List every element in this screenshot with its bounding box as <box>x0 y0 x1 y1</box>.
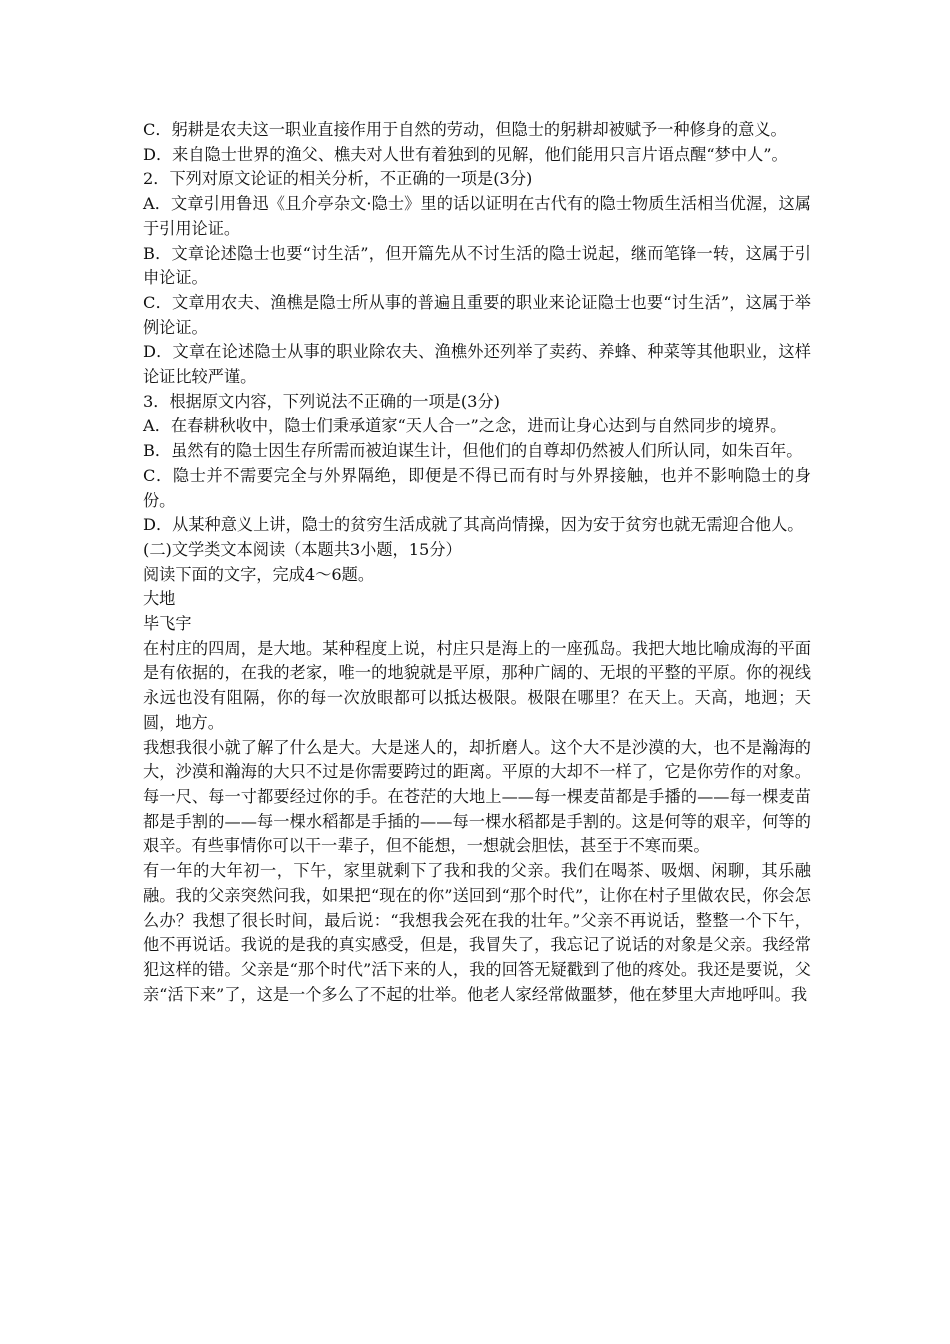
option-3a: A．在春耕秋收中，隐士们秉承道家“天人合一”之念，进而让身心达到与自然同步的境界。 <box>143 416 787 436</box>
passage-title: 大地 <box>143 589 176 609</box>
option-1d: D．来自隐士世界的渔父、樵夫对人世有着独到的见解，他们能用只言片语点醒“梦中人”。 <box>143 144 788 164</box>
option-3b: B．虽然有的隐士因生存所需而被迫谋生计，但他们的自尊却仍然被人们所认同，如朱百年。 <box>143 441 803 461</box>
option-3c: C．隐士并不需要完全与外界隔绝，即便是不得已而有时与外界接触，也并不影响隐士的身份。 <box>143 465 811 510</box>
option-3d: D．从某种意义上讲，隐士的贫穷生活成就了其高尚情操，因为安于贫穷也就无需迎合他人。 <box>143 515 804 535</box>
option-2c: C．文章用农夫、渔樵是隐士所从事的普遍且重要的职业来论证隐士也要“讨生活”，这属于举例论证。 <box>143 292 811 337</box>
question-2-stem: 2．下列对原文论证的相关分析，不正确的一项是(3分) <box>143 169 533 189</box>
passage-author: 毕飞宇 <box>143 614 192 634</box>
passage-paragraph-1: 在村庄的四周，是大地。某种程度上说，村庄只是海上的一座孤岛。我把大地比喻成海的平面是有依据的，在我的老家，唯一的地貌就是平原，那种广阔的、无垠的平整的平原。你的视线永远也没有阻隔，你的每一次放眼都可以抵达极限。极限在哪里？在天上。天高，地迥；天圆，地方。 <box>143 638 811 732</box>
option-2b: B．文章论述隐士也要“讨生活”，但开篇先从不讨生活的隐士说起，继而笔锋一转，这属于引申论证。 <box>143 243 811 288</box>
passage-paragraph-3: 有一年的大年初一，下午，家里就剩下了我和我的父亲。我们在喝茶、吸烟、闲聊，其乐融融。我的父亲突然问我，如果把“现在的你”送回到“那个时代”，让你在村子里做农民，你会怎么办？我想了很长时间，最后说：“我想我会死在我的壮年。”父亲不再说话，整整一个下午，他不再说话。我说的是我的真实感受，但是，我冒失了，我忘记了说话的对象是父亲。我经常犯这样的错。父亲是“那个时代”活下来的人，我的回答无疑戳到了他的疼处。我还是要说，父亲“活下来”了，这是一个多么了不起的壮举。他老人家经常做噩梦，他在梦里大声地呼叫。我 <box>143 861 811 1004</box>
option-1c: C．躬耕是农夫这一职业直接作用于自然的劳动，但隐士的躬耕却被赋予一种修身的意义。 <box>143 120 787 139</box>
passage-paragraph-2: 我想我很小就了解了什么是大。大是迷人的，却折磨人。这个大不是沙漠的大，也不是瀚海的大，沙漠和瀚海的大只不过是你需要跨过的距离。平原的大却不一样了，它是你劳作的对象。每一尺、每一寸都要经过你的手。在苍茫的大地上——每一棵麦苗都是手播的——每一棵麦苗都是手割的——每一棵水稻都是手插的——每一棵水稻都是手割的。这是何等的艰辛，何等的艰辛。有些事情你可以干一辈子，但不能想，一想就会胆怯，甚至于不寒而栗。 <box>143 737 811 856</box>
question-3-stem: 3．根据原文内容，下列说法不正确的一项是(3分) <box>143 391 500 411</box>
document-page <box>143 118 811 1007</box>
section-heading: (二)文学类文本阅读（本题共3小题，15分） <box>143 539 462 559</box>
option-2a: A．文章引用鲁迅《且介亭杂文·隐士》里的话以证明在古代有的隐士物质生活相当优渥，这属于引用论证。 <box>143 194 811 238</box>
reading-instruction: 阅读下面的文字，完成4～6题。 <box>143 564 375 584</box>
option-2d: D．文章在论述隐士从事的职业除农夫、渔樵外还列举了卖药、养蜂、种菜等其他职业，这样论证比较严谨。 <box>143 342 811 387</box>
